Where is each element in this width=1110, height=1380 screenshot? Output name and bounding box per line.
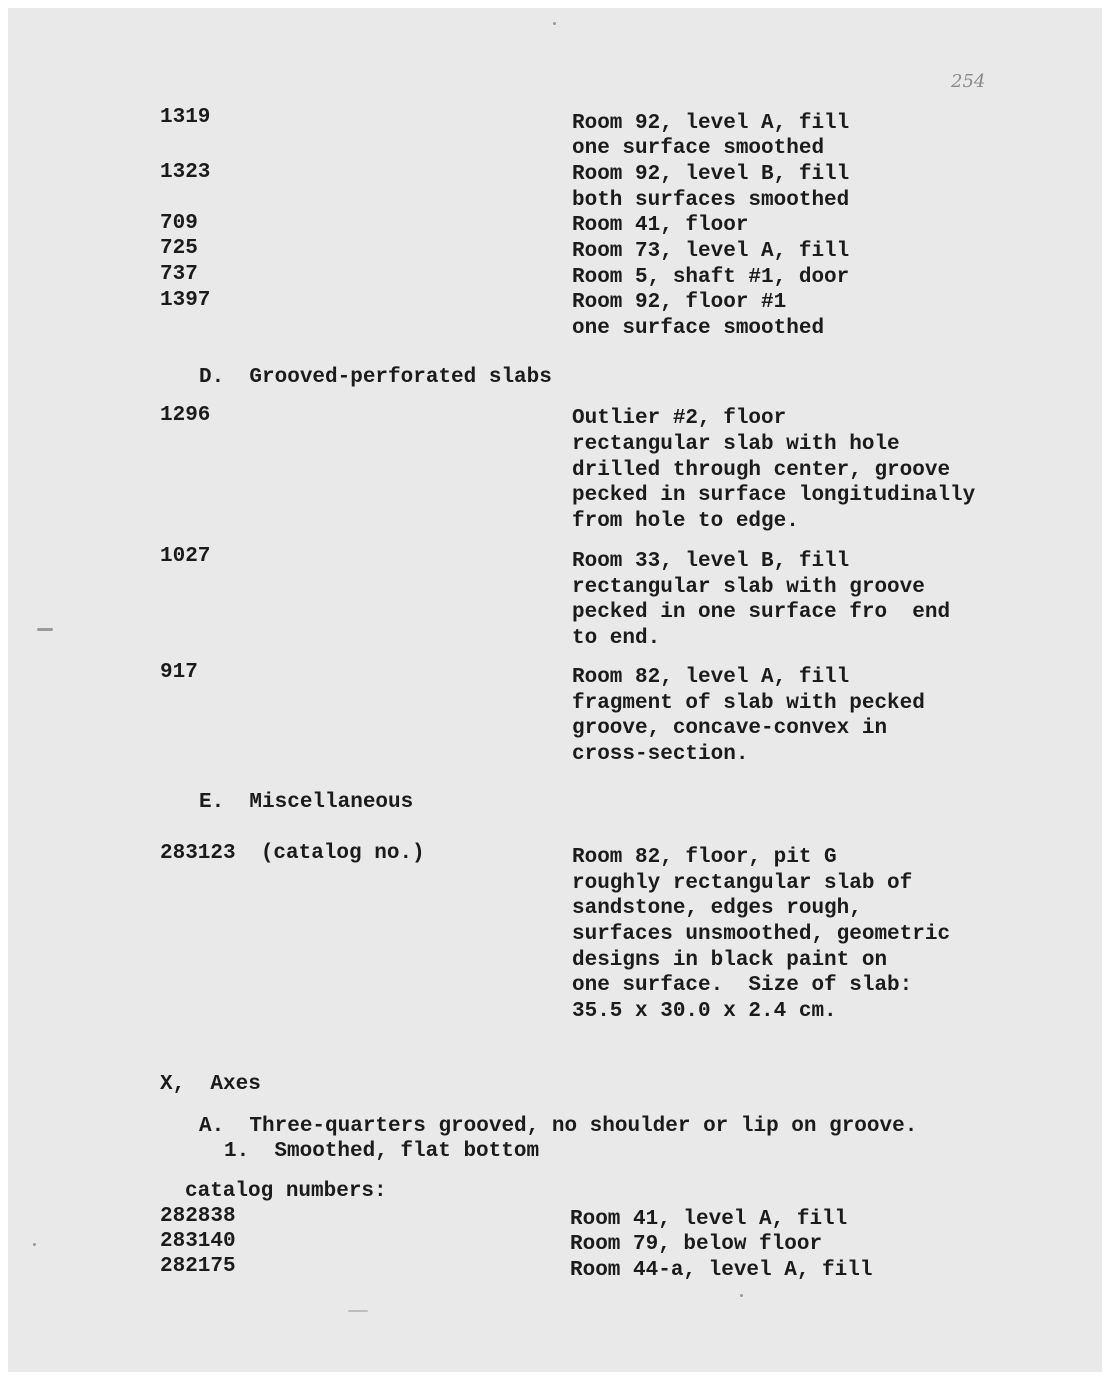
entry-line: one surface. Size of slab: (572, 974, 913, 997)
entry-line: one surface smoothed (572, 137, 825, 160)
entry-line: Outlier #2, floor (572, 407, 787, 430)
catalog-number: 282838 (160, 1205, 236, 1228)
entry-line: Room 92, level B, fill (572, 163, 850, 186)
entry-line: rectangular slab with hole (572, 433, 900, 456)
catalog-number: 283140 (160, 1230, 236, 1253)
entry-line: Room 92, floor #1 (572, 291, 787, 314)
entry-line: Room 92, level A, fill (572, 112, 850, 135)
entry-line: roughly rectangular slab of (572, 872, 913, 895)
entry-line: Room 41, floor (572, 214, 749, 237)
catalog-number: 917 (160, 661, 198, 684)
entry-line: Room 82, level A, fill (572, 666, 850, 689)
subsection-heading: 1. Smoothed, flat bottom (224, 1140, 540, 1163)
entry-line: designs in black paint on (572, 949, 888, 972)
entry-line: fragment of slab with pecked (572, 692, 925, 715)
catalog-number: 737 (160, 263, 198, 286)
entry-line: Room 44-a, level A, fill (570, 1259, 873, 1282)
entry-line: pecked in surface longitudinally (572, 484, 976, 507)
section-heading: D. Grooved-perforated slabs (199, 366, 552, 389)
entry-line: Room 73, level A, fill (572, 240, 850, 263)
entry-line: both surfaces smoothed (572, 189, 850, 212)
catalog-number: 1296 (160, 404, 211, 427)
entry-line: Room 5, shaft #1, door (572, 266, 850, 289)
entry-line: groove, concave-convex in (572, 717, 888, 740)
subsection-heading: A. Three-quarters grooved, no shoulder or lip on groove. (199, 1115, 918, 1138)
entry-line: Room 33, level B, fill (572, 550, 850, 573)
catalog-number: 1397 (160, 289, 211, 312)
catalog-number: 1319 (160, 106, 211, 129)
entry-line: rectangular slab with groove (572, 576, 925, 599)
entry-line: cross-section. (572, 743, 749, 766)
catalog-number: 282175 (160, 1255, 236, 1278)
entry-line: drilled through center, groove (572, 459, 951, 482)
section-heading: X, Axes (160, 1073, 261, 1096)
entry-line: Room 41, level A, fill (570, 1208, 848, 1231)
entry-line: one surface smoothed (572, 317, 825, 340)
entry-line: Room 79, below floor (570, 1233, 823, 1256)
catalog-number: 725 (160, 237, 198, 260)
entry-line: sandstone, edges rough, (572, 897, 862, 920)
paper-speck (740, 1294, 743, 1297)
paper-speck (553, 22, 556, 25)
entry-line: Room 82, floor, pit G (572, 846, 837, 869)
page-number: 254 (951, 71, 986, 92)
document-page (8, 8, 1102, 1372)
paper-speck (37, 628, 53, 631)
catalog-number: 283123 (catalog no.) (160, 842, 425, 865)
entry-line: 35.5 x 30.0 x 2.4 cm. (572, 1000, 837, 1023)
entry-line: surfaces unsmoothed, geometric (572, 923, 951, 946)
catalog-number: 709 (160, 212, 198, 235)
entry-line: to end. (572, 627, 661, 650)
section-heading: E. Miscellaneous (199, 791, 414, 814)
catalog-number: 1027 (160, 545, 211, 568)
catalog-label: catalog numbers: (185, 1180, 387, 1203)
catalog-number: 1323 (160, 161, 211, 184)
paper-speck (33, 1243, 36, 1246)
entry-line: from hole to edge. (572, 510, 799, 533)
entry-line: pecked in one surface fro end (572, 601, 951, 624)
paper-speck (348, 1310, 368, 1312)
